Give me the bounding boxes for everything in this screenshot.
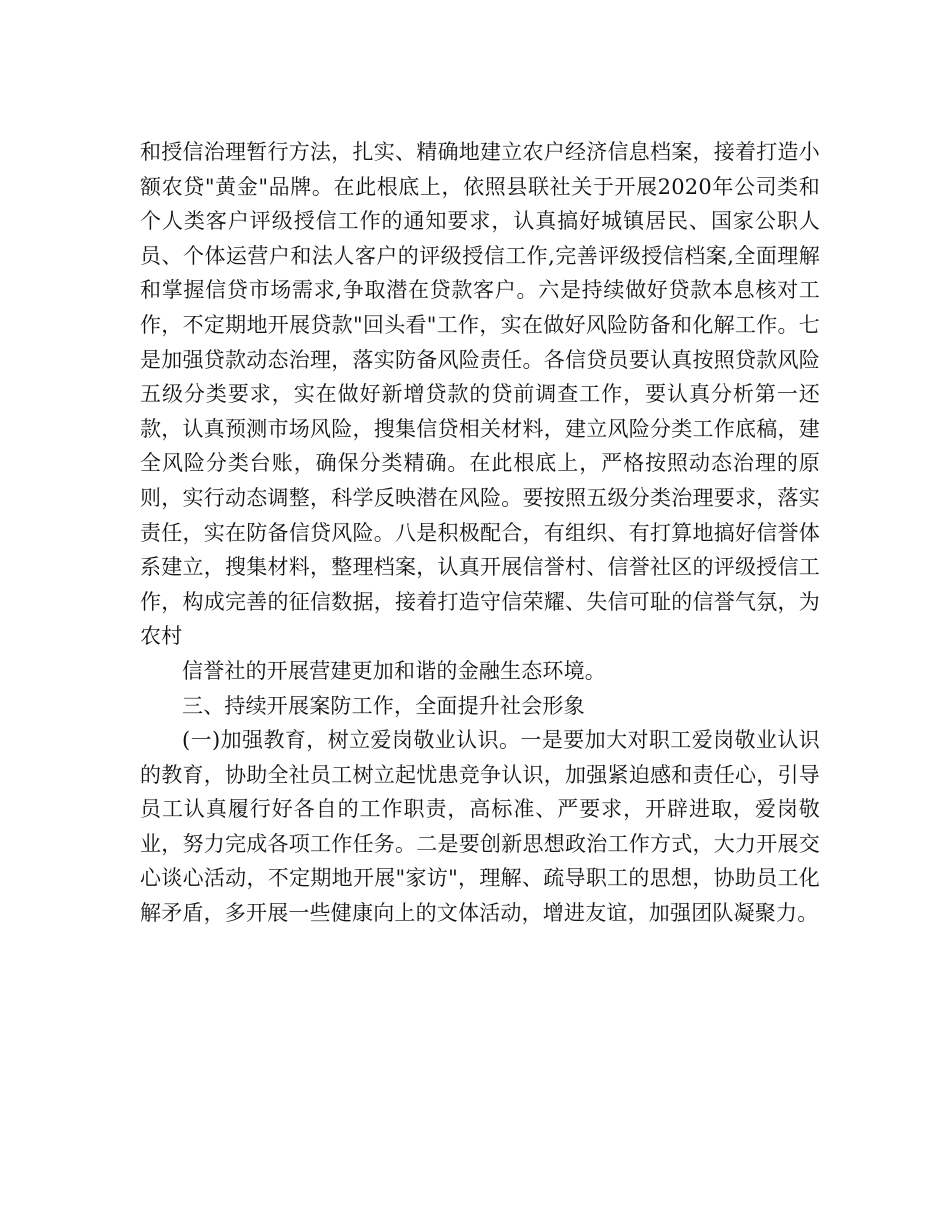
paragraph-continuation-tail: 信誉社的开展营建更加和谐的金融生态环境。 — [182, 658, 606, 683]
paragraph-continuation: 和授信治理暂行方法，扎实、精确地建立农户经济信息档案，接着打造小额农贷"黄金"品牌。在此根底上，依照县联社关于开展2020年公司类和个人类客户评级授信工作的通知要求，认真搞好城镇居民、国家公职人员、个体运营户和法人客户的评级授信工作,完善评级授信档案,全面理解和掌握信贷市场需求,争取潜在贷款客户。六是持续做好贷款本息核对工作，不定期地开展贷款"回头看"工作，实在做好风险防备和化解工作。七是加强贷款动态治理，落实防备风险责任。各信贷员要认真按照贷款风险五级分类要求，实在做好新增贷款的贷前调查工作，要认真分析第一还款，认真预测市场风险，搜集信贷相关材料，建立风险分类工作底稿，建全风险分类台账，确保分类精确。在此根底上，严格按照动态治理的原则，实行动态调整，科学反映潜在风险。要按照五级分类治理要求，落实责任，实在防备信贷风险。八是积极配合，有组织、有打算地搞好信誉体系建立，搜集材料，整理档案，认真开展信誉村、信誉社区的评级授信工作，构成完善的征信数据，接着打造守信荣耀、失信可耻的信誉气氛，为农村 — [140, 140, 820, 649]
document-body — [140, 135, 820, 931]
section-heading: 三、持续开展案防工作，全面提升社会形象 — [182, 693, 585, 718]
paragraph-education: (一)加强教育，树立爱岗敬业认识。一是要加大对职工爱岗敬业认识的教育，协助全社员工树立起忧患竞争认识，加强紧迫感和责任心，引导员工认真履行好各自的工作职责，高标准、严要求，开辟进取，爱岗敬业，努力完成各项工作任务。二是要创新思想政治工作方式，大力开展交心谈心活动，不定期地开展"家访"，理解、疏导职工的思想，协助员工化解矛盾，多开展一些健康向上的文体活动，增进友谊，加强团队凝聚力。 — [140, 728, 820, 926]
